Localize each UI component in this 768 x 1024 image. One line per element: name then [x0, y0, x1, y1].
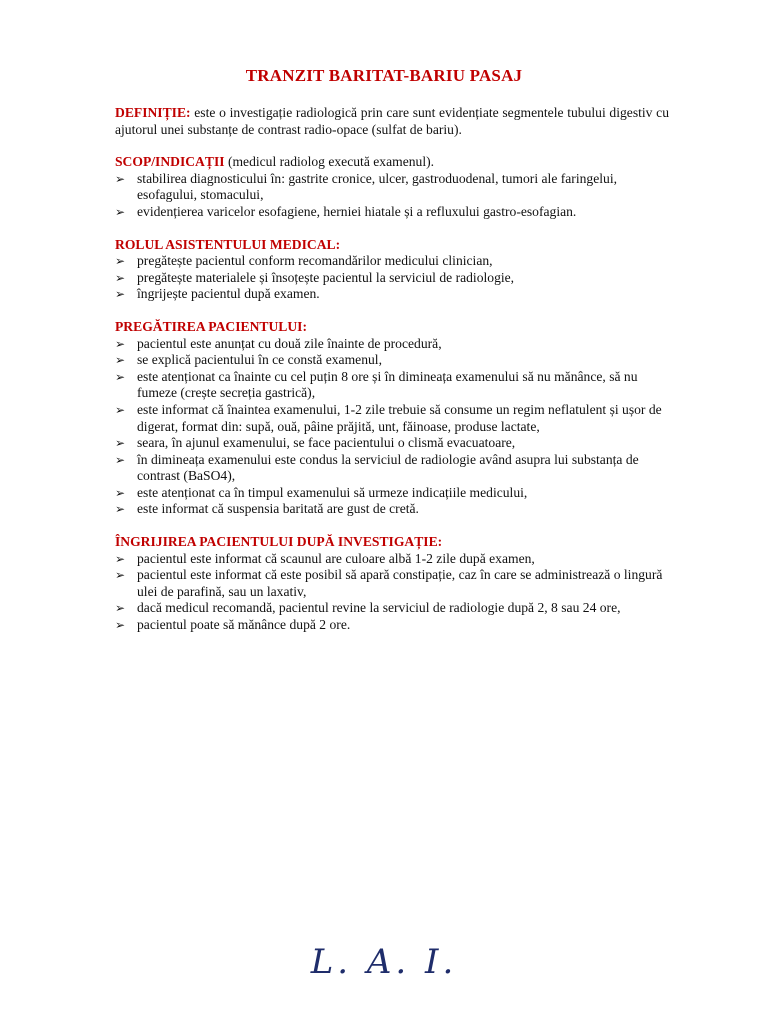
list-item	[115, 369, 669, 402]
list-item	[115, 617, 669, 634]
definition-label: DEFINIȚIE:	[115, 105, 191, 120]
section-scop	[115, 154, 669, 220]
list-item	[115, 600, 669, 617]
pregatire-list	[115, 336, 669, 519]
ingrijire-heading: ÎNGRIJIREA PACIENTULUI DUPĂ INVESTIGAȚIE:	[115, 534, 443, 550]
list-item	[115, 567, 669, 600]
list-item	[115, 485, 669, 502]
list-item	[115, 171, 669, 204]
list-item-text: pacientul este anunțat cu două zile înainte de procedură,	[137, 335, 442, 351]
list-item	[115, 253, 669, 270]
rol-heading: ROLUL ASISTENTULUI MEDICAL:	[115, 236, 341, 252]
list-item	[115, 452, 669, 485]
scop-list	[115, 171, 669, 221]
section-pregatire	[115, 319, 669, 518]
pregatire-heading: PREGĂTIREA PACIENTULUI:	[115, 318, 307, 334]
arrow-bullet-icon: ➢	[115, 551, 126, 566]
list-item-text: pacientul poate să mănânce după 2 ore.	[137, 617, 351, 633]
list-item-text: în dimineața examenului este condus la serviciul de radiologie având asupra lui substanța de contrast (BaSO4),	[137, 451, 639, 484]
list-item	[115, 204, 669, 221]
definition-text: este o investigație radiologică prin care sunt evidențiate segmentele tubului digestiv cu ajutorul unei substanțe de contrast radio-opace (sulfat de bariu).	[115, 105, 669, 137]
list-item-text: este atenționat ca înainte cu cel puțin 8 ore și în dimineața examenului să nu mănânce, să nu fumeze (crește secreția gastrică),	[137, 368, 638, 401]
rol-list	[115, 253, 669, 303]
arrow-bullet-icon: ➢	[115, 402, 126, 417]
definition-paragraph	[115, 105, 669, 138]
document-title: TRANZIT BARITAT-BARIU PASAJ	[245, 66, 523, 85]
list-item	[115, 551, 669, 568]
list-item-text: se explică pacientului în ce constă examenul,	[137, 352, 382, 368]
arrow-bullet-icon: ➢	[115, 270, 126, 285]
list-item-text: evidențierea varicelor esofagiene, herniei hiatale și a refluxului gastro-esofagian.	[137, 203, 577, 219]
list-item-text: pacientul este informat că este posibil să apară constipație, caz în care se administrează o lingură ulei de parafină, sau un laxativ,	[137, 567, 663, 599]
list-item-text: pregătește pacientul conform recomandărilor medicului clinician,	[137, 253, 493, 269]
list-item	[115, 286, 669, 303]
list-item-text: este informat că suspensia baritată are gust de cretă.	[137, 501, 419, 517]
list-item-text: stabilirea diagnosticului în: gastrite cronice, ulcer, gastroduodenal, tumori ale faringelui, esofagului, stomacului,	[137, 170, 617, 203]
list-item-text: seara, în ajunul examenului, se face pacientului o clismă evacuatoare,	[137, 435, 516, 451]
list-item-text: dacă medicul recomandă, pacientul revine la serviciul de radiologie după 2, 8 sau 24 ore,	[137, 600, 621, 616]
list-item-text: este informat că înaintea examenului, 1-2 zile trebuie să consume un regim neflatulent și ușor de digerat, format din: supă, ouă, pâine prăjită, unt, făinoase, produse lactate,	[137, 401, 662, 434]
arrow-bullet-icon: ➢	[115, 452, 126, 467]
arrow-bullet-icon: ➢	[115, 436, 126, 451]
scop-label: SCOP/INDICAȚII	[115, 154, 225, 170]
section-rol	[115, 237, 669, 303]
arrow-bullet-icon: ➢	[115, 204, 126, 219]
ingrijire-list	[115, 551, 669, 634]
list-item	[115, 336, 669, 353]
section-ingrijire	[115, 534, 669, 634]
list-item	[115, 501, 669, 518]
arrow-bullet-icon: ➢	[115, 568, 126, 583]
arrow-bullet-icon: ➢	[115, 171, 126, 186]
arrow-bullet-icon: ➢	[115, 601, 126, 616]
arrow-bullet-icon: ➢	[115, 336, 126, 351]
arrow-bullet-icon: ➢	[115, 287, 126, 302]
list-item-text: pregătește materialele și însoțește pacientul la serviciul de radiologie,	[137, 269, 515, 285]
arrow-bullet-icon: ➢	[115, 254, 126, 269]
scop-heading-line	[115, 154, 669, 171]
arrow-bullet-icon: ➢	[115, 353, 126, 368]
list-item	[115, 435, 669, 452]
arrow-bullet-icon: ➢	[115, 369, 126, 384]
list-item-text: este atenționat ca în timpul examenului să urmeze indicațiile medicului,	[137, 484, 528, 500]
arrow-bullet-icon: ➢	[115, 618, 126, 633]
list-item	[115, 352, 669, 369]
arrow-bullet-icon: ➢	[115, 485, 126, 500]
arrow-bullet-icon: ➢	[115, 502, 126, 517]
list-item	[115, 402, 669, 435]
document-body	[115, 105, 669, 650]
signature-initials: L. A. I.	[310, 942, 458, 982]
scop-note: (medicul radiolog execută examenul).	[227, 154, 435, 170]
list-item-text: îngrijește pacientul după examen.	[137, 286, 320, 302]
list-item	[115, 270, 669, 287]
list-item-text: pacientul este informat că scaunul are culoare albă 1-2 zile după examen,	[137, 550, 535, 566]
